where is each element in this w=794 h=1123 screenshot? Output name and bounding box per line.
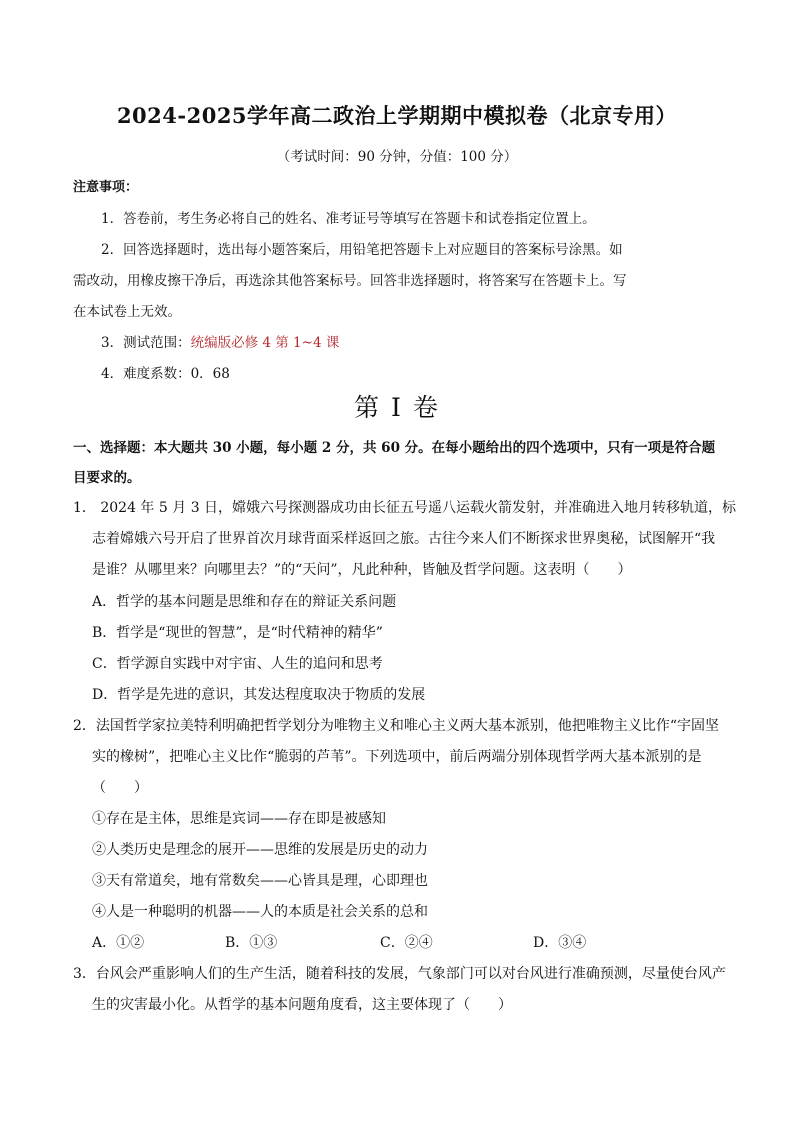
notice-item-2-end: 在本试卷上无效。 <box>73 304 181 320</box>
section-heading-line1: 一、选择题：本大题共 30 小题，每小题 2 分，共 60 分。在每小题给出的四个选项中，只有一项是符合题 <box>73 440 716 456</box>
q3-line1: 3．台风会严重影响人们的生产生活，随着科技的发展，气象部门可以对台风进行准确预测，尽量使台风产 <box>73 966 726 982</box>
q2-line3: （ ） <box>92 780 148 796</box>
notice-item-1: 1．答卷前，考生务必将自己的姓名、准考证号等填写在答题卡和试卷指定位置上。 <box>101 211 596 227</box>
test-scope: 统编版必修 4 第 1~4 课 <box>190 335 340 351</box>
section-heading-line2: 目要求的。 <box>73 470 141 486</box>
notice-item-2: 2．回答选择题时，选出每小题答案后，用铅笔把答题卡上对应题目的答案标号涂黑。如 <box>101 242 623 258</box>
q2-statement-3: ③天有常道矣，地有常数矣——心皆具是理，心即理也 <box>92 873 428 889</box>
q2-option-c: C．②④ <box>380 935 433 951</box>
q1-option-d: D．哲学是先进的意识，其发达程度取决于物质的发展 <box>92 687 426 703</box>
q2-option-b: B．①③ <box>225 935 278 951</box>
volume-title: 第 I 卷 <box>354 393 440 422</box>
q1-option-c: C．哲学源自实践中对宇宙、人生的追问和思考 <box>92 656 383 672</box>
q2-option-a: A．①② <box>92 935 145 951</box>
q3-line2: 生的灾害最小化。从哲学的基本问题角度看，这主要体现了（ ） <box>92 997 512 1013</box>
q2-option-d: D．③④ <box>533 935 587 951</box>
notice-item-3 <box>101 331 339 351</box>
exam-subtitle: （考试时间：90 分钟，分值：100 分） <box>276 149 518 165</box>
notice-item-3-label: 3．测试范围： <box>101 335 191 351</box>
notice-heading: 注意事项： <box>73 180 139 195</box>
q2-line2: 实的橡树”，把唯心主义比作“脆弱的芦苇”。下列选项中，前后两端分别体现哲学两大基本派别的是 <box>92 749 702 765</box>
q2-statement-4: ④人是一种聪明的机器——人的本质是社会关系的总和 <box>92 904 428 920</box>
q2-line1: 2．法国哲学家拉美特利明确把哲学划分为唯物主义和唯心主义两大基本派别，他把唯物主义比作“宇固坚 <box>73 718 720 734</box>
q1-line1: 1． 2024 年 5 月 3 日，嫦娥六号探测器成功由长征五号遥八运载火箭发射，并准确进入地月转移轨道，标 <box>73 500 737 516</box>
exam-title: 2024-2025学年高二政治上学期期中模拟卷（北京专用） <box>116 103 678 128</box>
q2-statement-2: ②人类历史是理念的展开——思维的发展是历史的动力 <box>92 842 428 858</box>
q1-option-a: A．哲学的基本问题是思维和存在的辩证关系问题 <box>92 594 397 610</box>
q2-statement-1: ①存在是主体，思维是宾词——存在即是被感知 <box>92 811 386 827</box>
q1-option-b: B．哲学是“现世的智慧”，是“时代精神的精华” <box>92 625 383 641</box>
q1-line3: 是谁？从哪里来？向哪里去？”的“天问”，凡此种种，皆触及哲学问题。这表明（ ） <box>92 562 632 578</box>
notice-item-2-cont: 需改动，用橡皮擦干净后，再选涂其他答案标号。回答非选择题时，将答案写在答题卡上。写 <box>73 273 627 289</box>
q1-line2: 志着嫦娥六号开启了世界首次月球背面采样返回之旅。古往今来人们不断探求世界奥秘，试图解开“我 <box>92 531 716 547</box>
notice-item-4: 4．难度系数：0．68 <box>101 366 230 382</box>
